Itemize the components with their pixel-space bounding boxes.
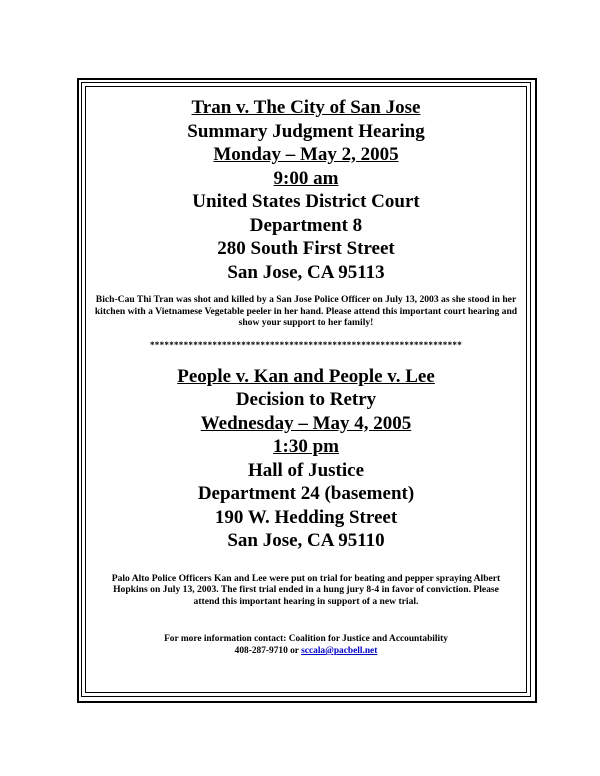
section-divider: ***************************************************************** — [150, 339, 462, 350]
hearing-time: 9:00 am — [273, 167, 339, 189]
email-link[interactable]: sccala@pacbell.net — [301, 646, 378, 656]
hearing-date: Monday – May 2, 2005 — [213, 144, 399, 165]
street-address: 190 W. Hedding Street — [214, 506, 398, 528]
hearing-type: Summary Judgment Hearing — [187, 120, 425, 142]
case-title: Tran v. The City of San Jose — [191, 97, 421, 118]
department: Department 24 (basement) — [197, 483, 415, 504]
contact-line: For more information contact: Coalition for Justice and Accountability — [164, 634, 448, 644]
phone-email-line — [86, 645, 526, 657]
hearing-description: Bich-Cau Thi Tran was shot and killed by a San Jose Police Officer on July 13, 2003 as she stood in her kitchen with a Vietnamese Vegetable peeler in her hand. Please attend this important court hearing and show your support to her family! — [94, 294, 518, 328]
court-name: United States District Court — [192, 191, 420, 212]
hearing-type: Decision to Retry — [235, 389, 377, 410]
city-state-zip: San Jose, CA 95110 — [227, 530, 385, 551]
hearing-2 — [86, 365, 526, 608]
street-address: 280 South First Street — [217, 238, 395, 259]
department: Department 8 — [249, 214, 363, 236]
hearing-description: Palo Alto Police Officers Kan and Lee were put on trial for beating and pepper spraying Albert Hopkins on July 13, 2003. The first trial ended in a hung jury 8-4 in favor of conviction. Please attend this important hearing in support of a new trial. — [111, 572, 501, 607]
phone-number: 408-287-9710 or — [234, 646, 299, 656]
city-state-zip: San Jose, CA 95113 — [227, 261, 385, 283]
court-name: Hall of Justice — [247, 459, 365, 481]
hearing-1 — [86, 96, 526, 329]
contact-footer — [86, 633, 526, 657]
flyer-content — [86, 96, 526, 657]
hearing-time: 1:30 pm — [273, 436, 339, 457]
hearing-date: Wednesday – May 4, 2005 — [200, 412, 412, 434]
case-title: People v. Kan and People v. Lee — [177, 365, 435, 387]
